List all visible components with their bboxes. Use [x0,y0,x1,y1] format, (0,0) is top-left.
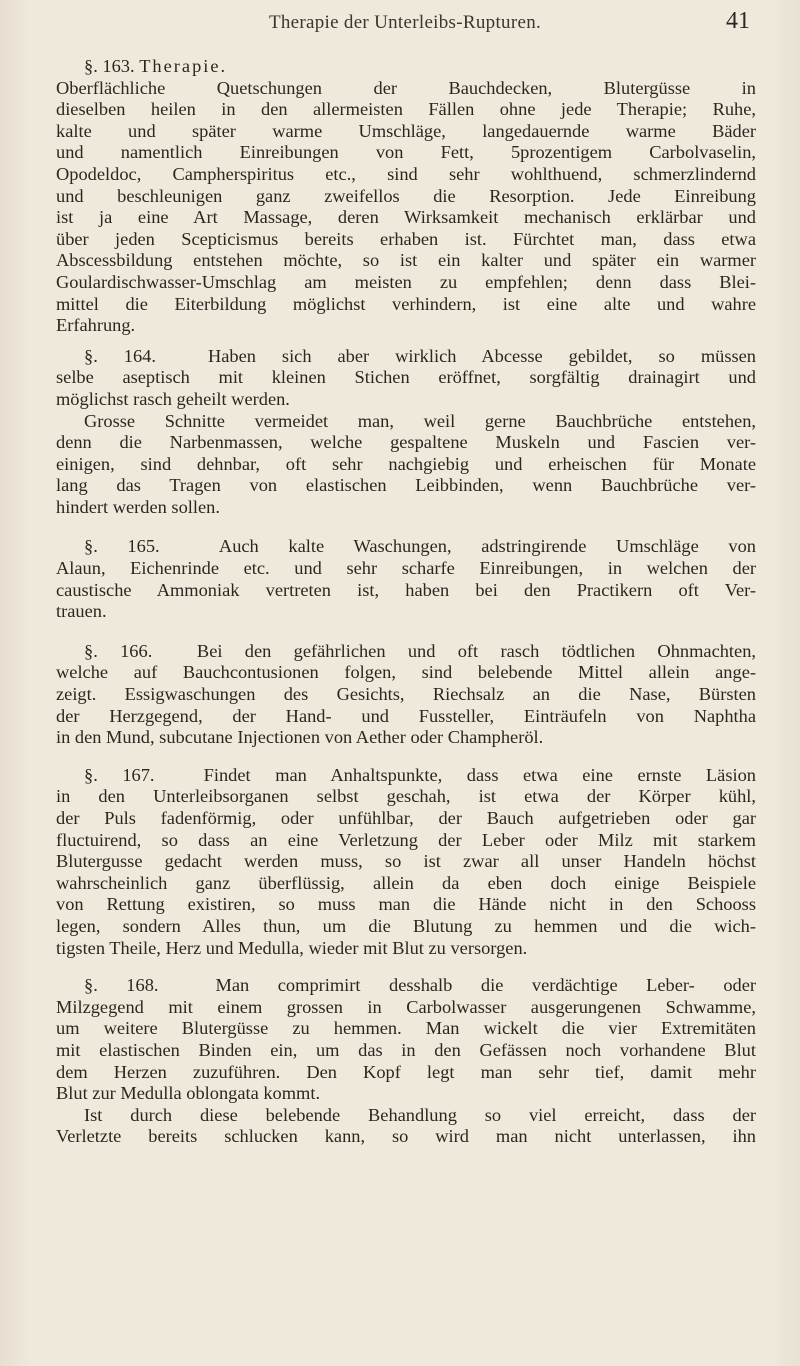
text-line: Man comprimirt desshalb die verdächtige Leber- oder [215,975,756,996]
section-168-number: §. 168. [84,975,159,996]
text-line: ist ja eine Art Massage, deren Wirksamkeit mechanisch erklärbar und [56,207,756,228]
section-166-number: §. 166. [84,640,153,661]
running-title: Therapie der Unterleibs-Rupturen. [268,12,542,33]
section-168-first-line [84,975,756,997]
text-line: einigen, sind dehnbar, oft sehr nachgiebig und erheischen für Monate [56,453,756,474]
text-line: dem Herzen zuzuführen. Den Kopf legt man sehr tief, damit mehr [56,1061,756,1082]
section-163-heading: Therapie. [139,56,228,76]
text-line: und beschleunigen ganz zweifellos die Resorption. Jede Einreibung [56,185,756,206]
text-line: lang das Tragen von elastischen Leibbinden, wenn Bauchbrüche ver- [56,475,756,496]
text-line: Oberflächliche Quetschungen der Bauchdecken, Blutergüsse in [56,77,756,98]
text-line: der Puls fadenförmig, oder unfühlbar, der Bauch aufgetrieben oder gar [56,808,756,828]
text-line: mittel die Eiterbildung möglichst verhindern, ist eine alte und wahre [56,293,756,314]
body-text [56,56,756,1148]
text-line: kalte und später warme Umschläge, langedauernde warme Bäder [56,120,756,141]
section-164 [56,346,756,519]
text-line: hindert werden sollen. [56,496,220,517]
text-line: über jeden Scepticismus bereits erhaben ist. Fürchtet man, dass etwa [56,228,756,249]
text-line: Alaun, Eichenrinde etc. und sehr scharfe Einreibungen, in welchen der [56,558,756,579]
text-line: Erfahrung. [56,315,136,336]
text-line: Ist durch diese belebende Behandlung so viel erreicht, dass der [84,1104,756,1125]
text-line: in den Unterleibsorganen selbst geschah, ist etwa der Körper kühl, [56,786,756,807]
text-line: wahrscheinlich ganz überflüssig, allein da eben doch einige Beispiele [56,872,756,893]
text-line: tigsten Theile, Herz und Medulla, wieder mit Blut zu versorgen. [56,937,528,958]
text-line: Findet man Anhaltspunkte, dass etwa eine ernste Läsion [203,764,756,785]
section-164-number: §. 164. [84,345,156,366]
section-167-number: §. 167. [84,764,155,785]
text-line: dieselben heilen in den allermeisten Fällen ohne jede Therapie; Ruhe, [56,99,756,120]
text-line: der Herzgegend, der Hand- und Fussteller, Einträufeln von Naphtha [56,705,756,726]
text-line: denn die Narbenmassen, welche gespaltene Muskeln und Fascien ver- [56,432,756,453]
text-line: Haben sich aber wirklich Abcesse gebildet, so müssen [207,345,756,366]
section-163-heading-line [84,56,756,78]
section-163-number: §. 163. [84,56,135,76]
text-line: Goulardischwasser-Umschlag am meisten zu empfehlen; denn dass Blei- [56,271,756,292]
text-line: von Rettung existiren, so muss man die Hände nicht in den Schooss [56,894,756,915]
text-line: selbe aseptisch mit kleinen Stichen eröffnet, sorgfältig drainagirt und [56,367,756,388]
text-line: mit elastischen Binden ein, um das in den Gefässen noch vorhandene Blut [56,1039,756,1060]
section-165 [56,536,756,622]
text-line: Verletzte bereits schlucken kann, so wird man nicht unterlassen, ihn [56,1126,756,1147]
text-line: Blutergusse gedacht werden muss, so ist zwar all unser Handeln höchst [56,851,756,872]
text-line: Grosse Schnitte vermeidet man, weil gerne Bauchbrüche entstehen, [84,410,756,431]
text-line: Bei den gefährlichen und oft rasch tödtlichen Ohnmachten, [196,640,756,661]
section-165-first-line [84,536,756,558]
text-line: Opodeldoc, Campherspiritus etc., sind sehr wohlthuend, schmerzlindernd [56,163,756,184]
text-line: zeigt. Essigwaschungen des Gesichts, Riechsalz an die Nase, Bürsten [56,684,756,705]
text-line: um weitere Blutergüsse zu hemmen. Man wickelt die vier Extremitäten [56,1018,756,1039]
section-163 [56,56,756,337]
text-line: legen, sondern Alles thun, um die Blutung zu hemmen und die wich- [56,915,756,936]
section-166-first-line [84,641,756,663]
section-167-first-line [84,765,756,787]
text-line: Blut zur Medulla oblongata kommt. [56,1083,321,1104]
text-line: Abscessbildung entstehen möchte, so ist ein kalter und später ein warmer [56,250,756,271]
section-164-first-line [84,346,756,368]
text-line: möglichst rasch geheilt werden. [56,388,290,409]
section-166 [56,641,756,749]
running-head [60,6,750,36]
section-167 [56,765,756,959]
text-line: welche auf Bauchcontusionen folgen, sind belebende Mittel allein ange- [56,662,756,683]
text-line: und namentlich Einreibungen von Fett, 5prozentigem Carbolvaselin, [56,142,756,163]
text-line: trauen. [56,601,107,622]
text-line: caustische Ammoniak vertreten ist, haben bei den Practikern oft Ver- [56,579,756,600]
text-line: fluctuirend, so dass an eine Verletzung der Leber oder Milz mit starkem [56,829,756,850]
text-line: Milzgegend mit einem grossen in Carbolwasser ausgerungenen Schwamme, [56,996,756,1017]
section-168 [56,975,756,1148]
text-line: in den Mund, subcutane Injectionen von Aether oder Champheröl. [56,727,544,748]
section-165-number: §. 165. [84,536,160,557]
text-line: Auch kalte Waschungen, adstringirende Umschläge von [218,536,756,557]
page-number: 41 [726,8,750,34]
